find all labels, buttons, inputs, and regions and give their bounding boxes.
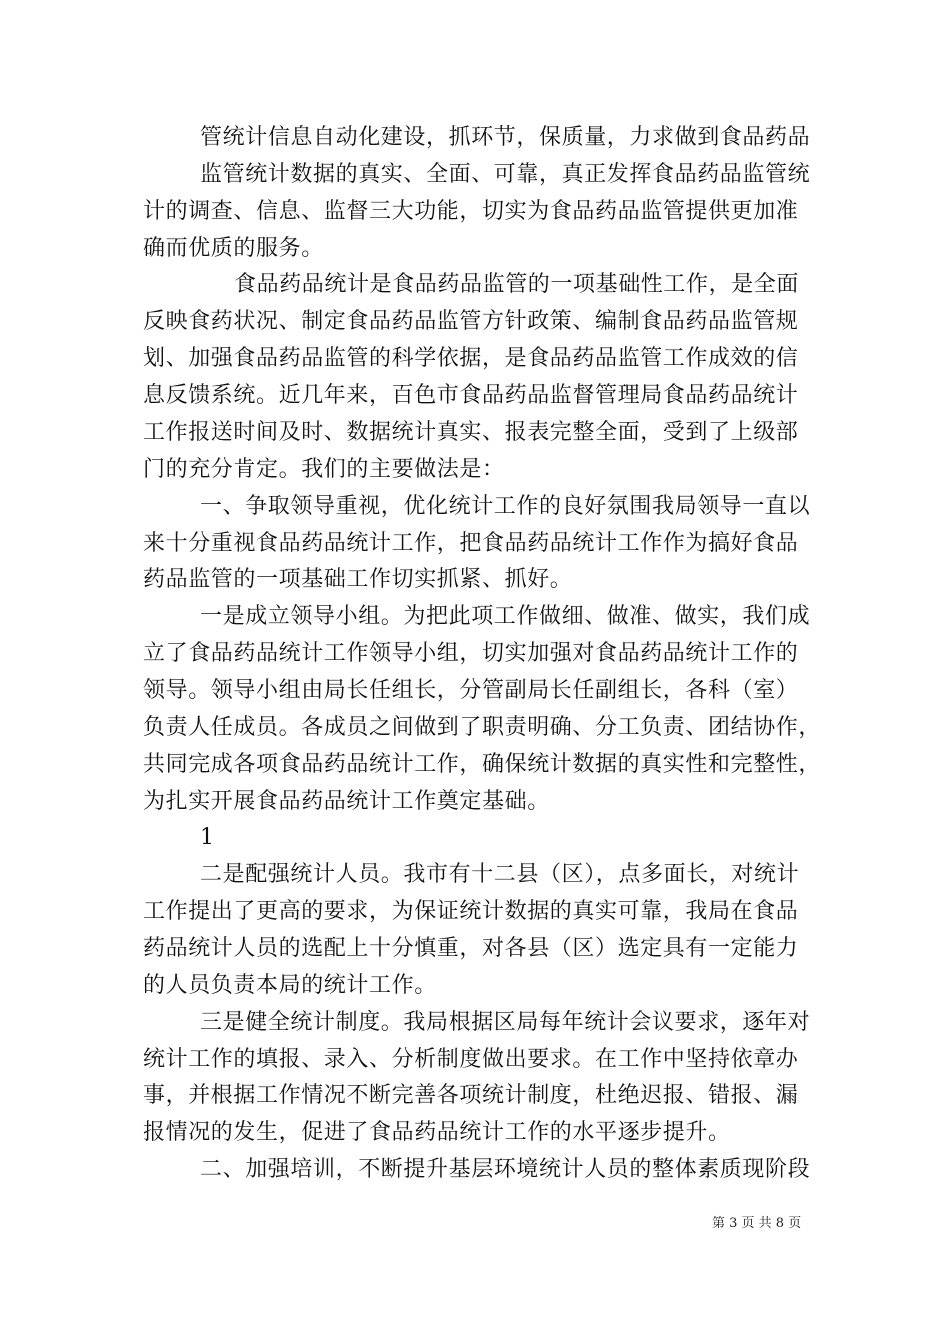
text-line: 确而优质的服务。 xyxy=(143,236,324,261)
text-line: 药品监管的一项基础工作切实抓紧、抓好。 xyxy=(143,567,573,592)
page-number-inline: 1 xyxy=(200,825,215,850)
text-line: 管统计信息自动化建设，抓环节，保质量，力求做到食品药品 xyxy=(200,125,811,150)
text-line: 工作提出了更高的要求，为保证统计数据的真实可靠，我局在食品 xyxy=(143,899,799,924)
text-line: 立了食品药品统计工作领导小组，切实加强对食品药品统计工作的 xyxy=(143,641,799,666)
text-line: 划、加强食品药品监管的科学依据，是食品药品监管工作成效的信 xyxy=(143,346,799,371)
text-line: 统计工作的填报、录入、分析制度做出要求。在工作中坚持依章办 xyxy=(143,1047,799,1072)
text-line: 监管统计数据的真实、全面、可靠，真正发挥食品药品监管统 xyxy=(200,162,811,187)
text-line: 门的充分肯定。我们的主要做法是： xyxy=(143,457,505,482)
text-line: 二、加强培训，不断提升基层环境统计人员的整体素质现阶段 xyxy=(200,1157,811,1182)
text-line: 息反馈系统。近几年来，百色市食品药品监督管理局食品药品统计 xyxy=(143,383,799,408)
text-line: 二是配强统计人员。我市有十二县（区），点多面长，对统计 xyxy=(200,862,800,887)
text-line: 为扎实开展食品药品统计工作奠定基础。 xyxy=(143,789,550,814)
text-line: 一是成立领导小组。为把此项工作做细、做准、做实，我们成 xyxy=(200,604,811,629)
text-line: 工作报送时间及时、数据统计真实、报表完整全面，受到了上级部 xyxy=(143,420,799,445)
text-line: 来十分重视食品药品统计工作，把食品药品统计工作作为搞好食品 xyxy=(143,531,799,556)
text-line: 药品统计人员的选配上十分慎重，对各县（区）选定具有一定能力 xyxy=(143,936,799,961)
text-line: 计的调查、信息、监督三大功能，切实为食品药品监管提供更加准 xyxy=(143,199,799,224)
text-line: 共同完成各项食品药品统计工作，确保统计数据的真实性和完整性， xyxy=(143,752,822,777)
text-line: 负责人任成员。各成员之间做到了职责明确、分工负责、团结协作， xyxy=(143,715,822,740)
page-footer: 第 3 页 共 8 页 xyxy=(712,1216,802,1231)
text-line: 三是健全统计制度。我局根据区局每年统计会议要求，逐年对 xyxy=(200,1010,811,1035)
text-line: 报情况的发生，促进了食品药品统计工作的水平逐步提升。 xyxy=(143,1120,731,1145)
text-line: 反映食药状况、制定食品药品监管方针政策、编制食品药品监管规 xyxy=(143,309,799,334)
text-line: 食品药品统计是食品药品监管的一项基础性工作，是全面 xyxy=(234,272,800,297)
text-line: 的人员负责本局的统计工作。 xyxy=(143,973,437,998)
text-line: 事，并根据工作情况不断完善各项统计制度，杜绝迟报、错报、漏 xyxy=(143,1083,799,1108)
text-line: 领导。领导小组由局长任组长，分管副局长任副组长，各科（室） xyxy=(143,678,799,703)
text-line: 一、争取领导重视，优化统计工作的良好氛围我局领导一直以 xyxy=(200,494,811,519)
